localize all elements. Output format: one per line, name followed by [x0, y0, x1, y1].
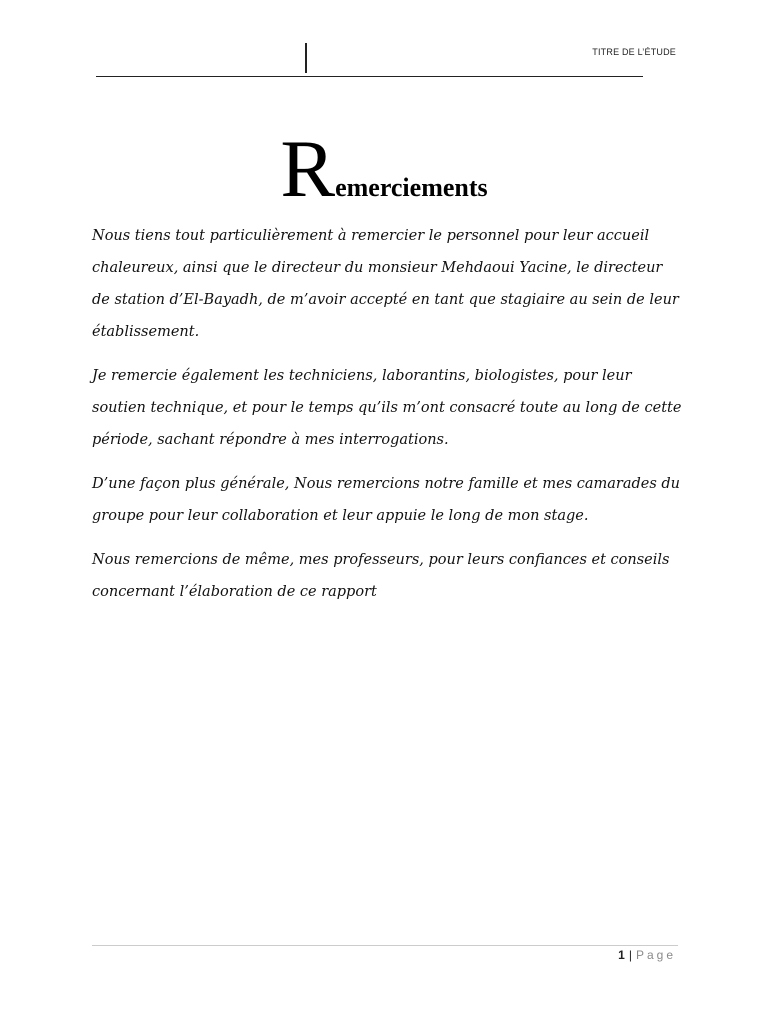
paragraph-technicians: Je remercie également les techniciens, laborantins, biologistes, pour leur soutien technique, et pour le temps qu’ils m’ont consacré toute au long de cette période, sachant répondre à mes interrogations.	[92, 368, 682, 448]
page-label: Page	[635, 948, 676, 962]
acknowledgements-body	[92, 220, 682, 620]
header-title: TITRE DE L’ÉTUDE	[592, 47, 676, 57]
title-rest: emerciements	[335, 173, 488, 202]
footer-separator: |	[628, 948, 632, 962]
header-rule	[96, 76, 643, 77]
page-footer	[618, 948, 676, 962]
paragraph-professors: Nous remercions de même, mes professeurs, pour leurs confiances et conseils concernant l’élaboration de ce rapport	[92, 552, 670, 600]
page-number: 1	[618, 948, 625, 962]
paragraph-staff: Nous tiens tout particulièrement à remercier le personnel pour leur accueil chaleureux, ainsi que le directeur du monsieur Mehdaoui Yacine, le directeur de station d’El-Bayadh, de m’avoir accepté en tant que stagiaire au sein de leur établissement.	[92, 228, 679, 340]
title-initial-letter: R	[280, 123, 336, 214]
page-title	[0, 123, 768, 214]
footer-rule	[92, 945, 678, 946]
paragraph-family: D’une façon plus générale, Nous remercions notre famille et mes camarades du groupe pour leur collaboration et leur appuie le long de mon stage.	[92, 476, 681, 524]
header-divider	[305, 43, 307, 73]
